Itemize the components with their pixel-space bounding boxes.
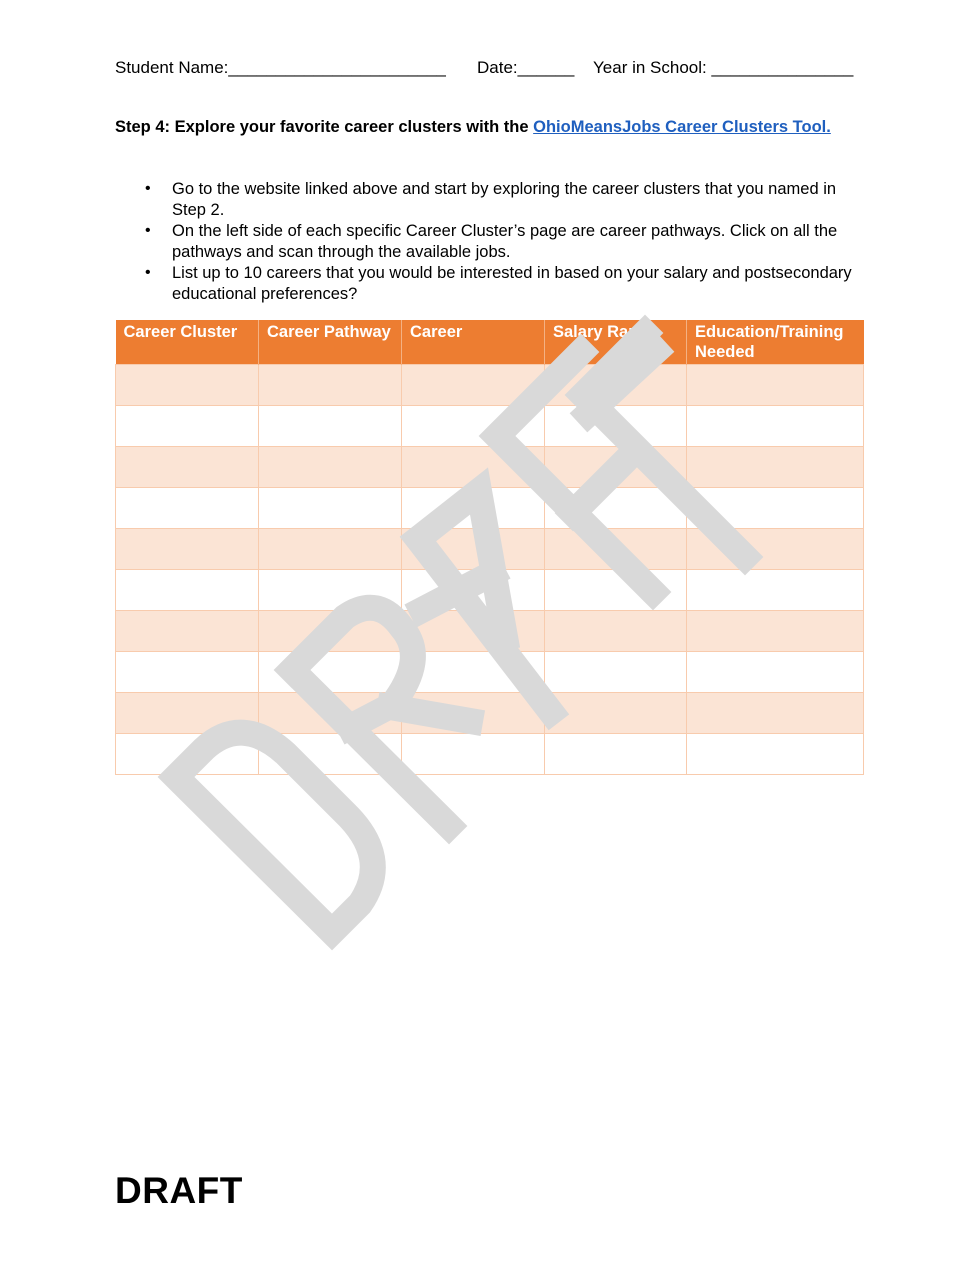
career-clusters-tool-link[interactable]: OhioMeansJobs Career Clusters Tool.: [533, 118, 831, 136]
table-cell[interactable]: [545, 570, 687, 611]
table-cell[interactable]: [259, 652, 402, 693]
table-cell[interactable]: [116, 406, 259, 447]
table-row: [116, 652, 864, 693]
table-cell[interactable]: [259, 611, 402, 652]
table-cell[interactable]: [402, 447, 545, 488]
table-cell[interactable]: [545, 406, 687, 447]
table-cell[interactable]: [687, 693, 864, 734]
table-header-row: [116, 320, 864, 365]
table-cell[interactable]: [687, 652, 864, 693]
table-cell[interactable]: [259, 570, 402, 611]
table-row: [116, 447, 864, 488]
table-cell[interactable]: [259, 365, 402, 406]
column-header-career-pathway: Career Pathway: [259, 320, 402, 365]
step-heading: [115, 117, 855, 137]
bullet-icon: •: [145, 180, 151, 197]
table-row: [116, 611, 864, 652]
table-cell[interactable]: [545, 611, 687, 652]
table-cell[interactable]: [259, 693, 402, 734]
table-cell[interactable]: [402, 406, 545, 447]
draft-footer: DRAFT: [115, 1170, 243, 1211]
student-info-line: [115, 58, 865, 78]
table-cell[interactable]: [259, 406, 402, 447]
bullet-text: Go to the website linked above and start by exploring the career clusters that you named in Step 2.: [172, 180, 837, 219]
table-row: [116, 693, 864, 734]
bullet-icon: •: [145, 264, 151, 281]
table-cell[interactable]: [259, 447, 402, 488]
student-name-field[interactable]: Student Name:_______________________: [115, 58, 446, 77]
table-cell[interactable]: [402, 611, 545, 652]
table-cell[interactable]: [545, 365, 687, 406]
table-cell[interactable]: [687, 529, 864, 570]
table-cell[interactable]: [116, 365, 259, 406]
table-cell[interactable]: [116, 529, 259, 570]
table-cell[interactable]: [687, 611, 864, 652]
table-cell[interactable]: [687, 365, 864, 406]
table-cell[interactable]: [259, 488, 402, 529]
table-cell[interactable]: [545, 488, 687, 529]
table-cell[interactable]: [116, 611, 259, 652]
date-field[interactable]: Date:______: [477, 58, 575, 77]
table-cell[interactable]: [259, 734, 402, 775]
table-cell[interactable]: [545, 693, 687, 734]
year-in-school-field[interactable]: Year in School: _______________: [593, 58, 854, 77]
table-row: [116, 529, 864, 570]
table-cell[interactable]: [687, 406, 864, 447]
table-row: [116, 406, 864, 447]
column-header-salary-range: Salary Range: [545, 320, 687, 365]
table-cell[interactable]: [687, 488, 864, 529]
bullet-text: List up to 10 careers that you would be interested in based on your salary and postsecondary educational preferences?: [172, 264, 852, 303]
instruction-list: [115, 179, 870, 305]
table-cell[interactable]: [545, 529, 687, 570]
list-item: [115, 221, 870, 262]
table-cell[interactable]: [116, 693, 259, 734]
table-cell[interactable]: [402, 365, 545, 406]
table-cell[interactable]: [402, 693, 545, 734]
column-header-career-cluster: Career Cluster: [116, 320, 259, 365]
table-cell[interactable]: [545, 734, 687, 775]
list-item: [115, 263, 870, 304]
bullet-icon: •: [145, 222, 151, 239]
column-header-education-training: Education/Training Needed: [687, 320, 864, 365]
table-cell[interactable]: [116, 488, 259, 529]
table-cell[interactable]: [402, 488, 545, 529]
table-row: [116, 734, 864, 775]
table-cell[interactable]: [402, 570, 545, 611]
table-cell[interactable]: [116, 570, 259, 611]
careers-table: [115, 320, 864, 775]
table-cell[interactable]: [116, 447, 259, 488]
table-cell[interactable]: [116, 652, 259, 693]
table-cell[interactable]: [402, 529, 545, 570]
table-body: [116, 365, 864, 775]
table-cell[interactable]: [259, 529, 402, 570]
table-row: [116, 570, 864, 611]
bullet-text: On the left side of each specific Career Cluster’s page are career pathways. Click on all the pathways and scan through the available jobs.: [172, 222, 838, 261]
table-cell[interactable]: [545, 447, 687, 488]
table-cell[interactable]: [402, 652, 545, 693]
table-row: [116, 488, 864, 529]
table-cell[interactable]: [687, 570, 864, 611]
column-header-career: Career: [402, 320, 545, 365]
table-cell[interactable]: [116, 734, 259, 775]
table-cell[interactable]: [545, 652, 687, 693]
table-cell[interactable]: [687, 447, 864, 488]
list-item: [115, 179, 870, 220]
table-cell[interactable]: [402, 734, 545, 775]
step-heading-text: Step 4: Explore your favorite career clusters with the: [115, 118, 534, 136]
table-row: [116, 365, 864, 406]
table-cell[interactable]: [687, 734, 864, 775]
